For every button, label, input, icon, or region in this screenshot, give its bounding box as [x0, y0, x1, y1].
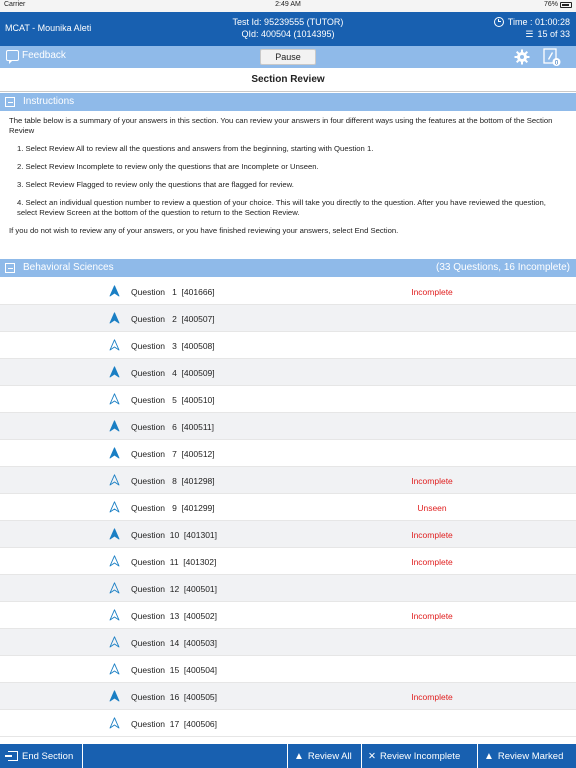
instruction-step: 2. Select Review Incomplete to review only the questions that are Incomplete or Unseen.	[17, 162, 319, 171]
feedback-button[interactable]	[6, 50, 66, 61]
flag-filled-icon[interactable]	[109, 528, 120, 540]
timer-row	[494, 16, 570, 28]
question-label[interactable]: Question 7 [400512]	[131, 449, 215, 459]
question-label[interactable]: Question 13 [400502]	[131, 611, 218, 621]
question-status: Incomplete	[411, 287, 453, 297]
collapse-icon[interactable]	[5, 97, 15, 107]
collapse-icon[interactable]	[5, 263, 15, 273]
question-label[interactable]: Question 17 [400506]	[131, 719, 218, 729]
question-row[interactable]	[0, 440, 576, 467]
question-row[interactable]	[0, 710, 576, 737]
question-label[interactable]: Question 2 [400507]	[131, 314, 215, 324]
close-icon: ✕	[368, 750, 376, 762]
question-row[interactable]	[0, 656, 576, 683]
chat-bubble-icon	[6, 50, 19, 61]
review-all-button[interactable]	[294, 744, 352, 768]
review-marked-button[interactable]	[484, 744, 563, 768]
question-label[interactable]: Question 14 [400503]	[131, 638, 218, 648]
bottom-bar	[0, 744, 576, 768]
question-status: Incomplete	[411, 557, 453, 567]
question-row[interactable]	[0, 278, 576, 305]
progress-row	[494, 28, 570, 40]
flag-outline-icon[interactable]	[109, 339, 120, 351]
timer	[494, 16, 570, 40]
question-status: Incomplete	[411, 692, 453, 702]
question-row[interactable]	[0, 305, 576, 332]
page-title: Section Review	[0, 68, 576, 92]
flag-outline-icon[interactable]	[109, 663, 120, 675]
review-incomplete-button[interactable]	[368, 744, 460, 768]
question-label[interactable]: Question 3 [400508]	[131, 341, 215, 351]
gear-icon[interactable]	[514, 49, 530, 65]
review-marked-label: Review Marked	[497, 750, 564, 762]
question-label[interactable]: Question 5 [400510]	[131, 395, 215, 405]
flag-outline-icon[interactable]	[109, 393, 120, 405]
flag-outline-icon[interactable]	[109, 609, 120, 621]
battery-icon	[560, 2, 572, 8]
question-label[interactable]: Question 12 [400501]	[131, 584, 218, 594]
notes-badge: 0	[554, 60, 559, 66]
question-label[interactable]: Question 6 [400511]	[131, 422, 215, 432]
flag-filled-icon[interactable]	[109, 690, 120, 702]
divider	[477, 744, 478, 768]
review-all-label: Review All	[307, 750, 352, 762]
clock-icon	[494, 17, 504, 27]
review-incomplete-label: Review Incomplete	[379, 750, 461, 762]
instruction-step: 4. Select an individual question number to review a question of your choice. This will take you directly to the question. After you have reviewed the question, select Review Screen at the bottom of the question to return to the Section Review.	[17, 198, 546, 217]
feedback-label: Feedback	[22, 50, 66, 61]
end-section-label: End Section	[22, 750, 74, 762]
question-label[interactable]: Question 11 [401302]	[131, 557, 217, 567]
flag-outline-icon[interactable]	[109, 582, 120, 594]
instructions-intro: The table below is a summary of your answers in this section. You can review your answers in four different ways using the features at the bottom of the Section Review	[9, 116, 553, 135]
question-status: Unseen	[417, 503, 447, 513]
flag-outline-icon[interactable]	[109, 717, 120, 729]
question-status: Incomplete	[411, 611, 453, 621]
battery-indicator	[544, 1, 572, 8]
flag-filled-icon: ▲	[294, 750, 304, 762]
flag-outline-icon[interactable]	[109, 636, 120, 648]
question-row[interactable]	[0, 602, 576, 629]
question-row[interactable]	[0, 494, 576, 521]
question-row[interactable]	[0, 467, 576, 494]
question-row[interactable]	[0, 386, 576, 413]
battery-percent: 76%	[543, 1, 558, 8]
pause-button[interactable]: Pause	[260, 49, 316, 65]
flag-outline-icon[interactable]	[109, 501, 120, 513]
question-label[interactable]: Question 16 [400505]	[131, 692, 218, 702]
question-label[interactable]: Question 8 [401298]	[131, 476, 215, 486]
flag-outline-icon[interactable]	[109, 474, 120, 486]
question-row[interactable]	[0, 683, 576, 710]
notes-icon[interactable]	[543, 48, 561, 66]
question-row[interactable]	[0, 359, 576, 386]
instructions-body	[9, 116, 567, 244]
question-label[interactable]: Question 1 [401666]	[131, 287, 215, 297]
divider	[82, 744, 83, 768]
question-label[interactable]: Question 10 [401301]	[131, 530, 218, 540]
question-row[interactable]	[0, 548, 576, 575]
section-header[interactable]	[0, 259, 576, 277]
question-row[interactable]	[0, 332, 576, 359]
question-row[interactable]	[0, 413, 576, 440]
question-status: Incomplete	[411, 530, 453, 540]
instructions-outro: If you do not wish to review any of your answers, or you have finished reviewing your answers, select End Section.	[9, 226, 399, 235]
clock-time: 2:49 AM	[275, 1, 301, 8]
app-header	[0, 12, 576, 46]
carrier-label: Carrier	[4, 1, 26, 8]
test-info	[0, 16, 576, 40]
exit-icon	[8, 751, 18, 761]
list-icon: ☰	[525, 29, 534, 39]
exam-user-label: MCAT - Mounika Aleti	[5, 23, 92, 33]
question-label[interactable]: Question 15 [400504]	[131, 665, 218, 675]
flag-outline-icon[interactable]	[109, 555, 120, 567]
divider	[361, 744, 362, 768]
ios-status-bar	[0, 0, 576, 12]
toolbar	[0, 46, 576, 68]
flag-filled-icon[interactable]	[109, 285, 120, 297]
question-id: QId: 400504 (1014395)	[241, 29, 335, 39]
instruction-step: 1. Select Review All to review all the questions and answers from the beginning, starting with Question 1.	[17, 144, 374, 153]
question-row[interactable]	[0, 521, 576, 548]
question-label[interactable]: Question 9 [401299]	[131, 503, 215, 513]
flag-filled-icon[interactable]	[109, 366, 120, 378]
flag-filled-icon[interactable]	[109, 420, 120, 432]
instructions-header[interactable]	[0, 93, 576, 111]
question-progress: 15 of 33	[537, 29, 570, 39]
test-id: Test Id: 95239555 (TUTOR)	[232, 17, 344, 27]
section-title: Behavioral Sciences	[23, 262, 114, 273]
instructions-title: Instructions	[23, 96, 75, 107]
question-row[interactable]	[0, 629, 576, 656]
flag-filled-icon[interactable]	[109, 447, 120, 459]
instruction-step: 3. Select Review Flagged to review only the questions that are flagged for review.	[17, 180, 294, 189]
time-remaining: Time : 01:00:28	[507, 17, 570, 27]
question-label[interactable]: Question 4 [400509]	[131, 368, 215, 378]
question-status: Incomplete	[411, 476, 453, 486]
flag-filled-icon: ▲	[484, 750, 494, 762]
flag-filled-icon[interactable]	[109, 312, 120, 324]
question-row[interactable]	[0, 575, 576, 602]
section-summary: (33 Questions, 16 Incomplete)	[436, 262, 570, 273]
question-list	[0, 278, 576, 744]
end-section-button[interactable]	[8, 744, 73, 768]
divider	[287, 744, 288, 768]
